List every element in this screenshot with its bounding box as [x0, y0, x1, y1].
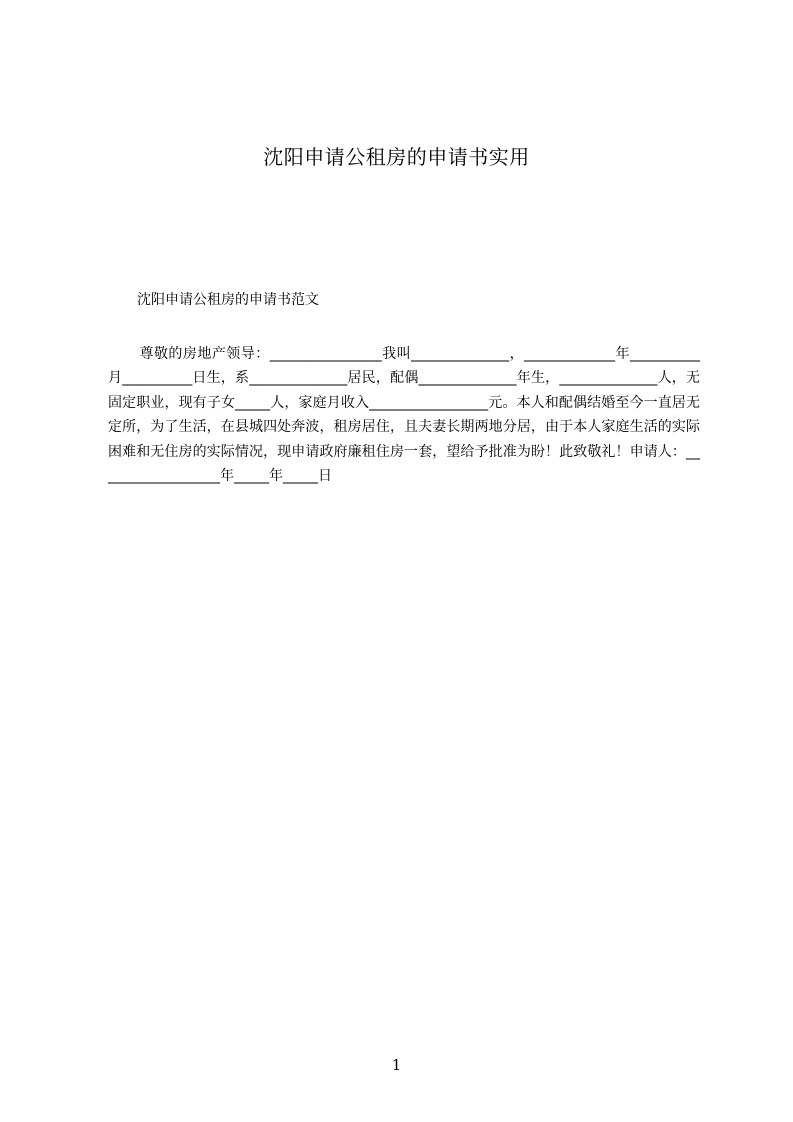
- document-title: 沈阳申请公租房的申请书实用: [263, 145, 530, 169]
- page-number: 1: [391, 1056, 402, 1074]
- body-text: 尊敬的房地产领导：________________我叫______________，_____________年__________月__________日生，系______________居民，配偶______________年生，______________人，无固定职业，现有子女_____人，家庭月收入_________________元。本人和配偶结婚至今一直居无定所，为了生活，在县城四处奔波，租房居住，且夫妻长期两地分居，由于本人家庭生活的实际困难和无住房的实际情况，现申请政府廉租住房一套，望给予批准为盼！此致敬礼！申请人：__________________年_____年_____日: [108, 346, 700, 485]
- document-subtitle: 沈阳申请公租房的申请书范文: [137, 292, 319, 308]
- document-body-paragraph: [108, 342, 700, 488]
